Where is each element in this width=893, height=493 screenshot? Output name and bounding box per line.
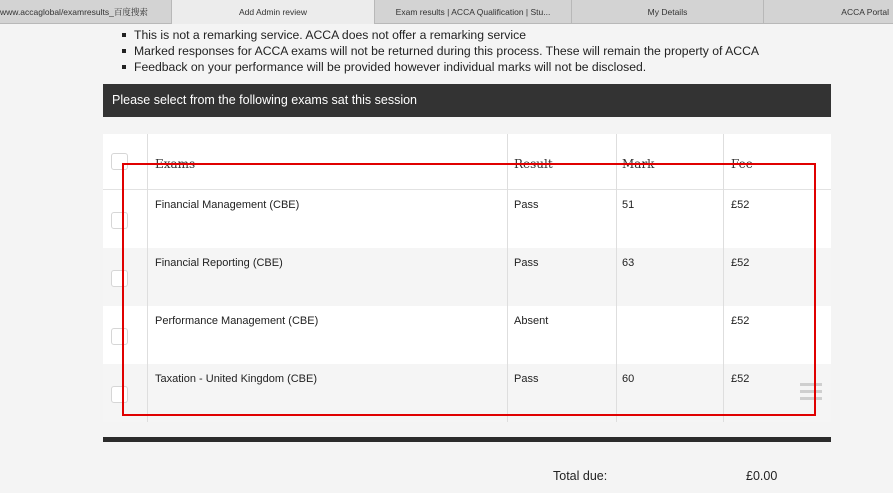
exam-name: Performance Management (CBE) bbox=[155, 315, 319, 327]
tab-baidu-search[interactable]: www.accaglobal/examresults_百度搜索 bbox=[0, 0, 172, 24]
header-result: Result bbox=[514, 157, 553, 171]
tab-add-admin-review[interactable]: Add Admin review bbox=[172, 0, 375, 24]
exam-name: Financial Reporting (CBE) bbox=[155, 257, 283, 269]
exam-name: Taxation - United Kingdom (CBE) bbox=[155, 373, 318, 385]
exam-result: Absent bbox=[514, 315, 549, 327]
tab-exam-results[interactable]: Exam results | ACCA Qualification | Stu... bbox=[375, 0, 572, 24]
exam-result: Pass bbox=[514, 199, 539, 211]
tab-acca-portal[interactable]: ACCA Portal bbox=[841, 7, 889, 17]
exam-name: Financial Management (CBE) bbox=[155, 199, 300, 211]
exam-fee: £52 bbox=[731, 199, 750, 211]
note-text: Feedback on your performance will be provided however individual marks will not be disclosed. bbox=[134, 60, 647, 74]
tab-my-details[interactable]: My Details bbox=[572, 0, 764, 24]
note-text: This is not a remarking service. ACCA does not offer a remarking service bbox=[134, 28, 526, 42]
exam-fee: £52 bbox=[731, 315, 750, 327]
browser-tab-bar bbox=[0, 0, 893, 24]
bullet-icon bbox=[122, 49, 126, 53]
exam-mark: 63 bbox=[622, 257, 635, 269]
total-due-value: £0.00 bbox=[746, 469, 778, 483]
info-notes-list bbox=[120, 27, 759, 75]
note-text: Marked responses for ACCA exams will not be returned during this process. These will remain the property of ACCA bbox=[134, 44, 760, 58]
exam-result: Pass bbox=[514, 257, 539, 269]
bullet-icon bbox=[122, 65, 126, 69]
bullet-icon bbox=[122, 33, 126, 37]
exam-mark: 51 bbox=[622, 199, 635, 211]
header-mark: Mark bbox=[622, 157, 655, 171]
highlight-box bbox=[122, 163, 816, 416]
exam-fee: £52 bbox=[731, 257, 750, 269]
note-item bbox=[120, 59, 759, 75]
note-item bbox=[120, 27, 759, 43]
exam-result: Pass bbox=[514, 373, 539, 385]
exam-fee: £52 bbox=[731, 373, 750, 385]
section-heading: Please select from the following exams sat this session bbox=[103, 84, 831, 117]
header-fee: Fee bbox=[731, 157, 753, 171]
divider-rule bbox=[103, 437, 831, 442]
exam-mark: 60 bbox=[622, 373, 635, 385]
note-item bbox=[120, 43, 759, 59]
header-exams: Exams bbox=[155, 157, 196, 171]
total-due-label: Total due: bbox=[553, 469, 608, 483]
